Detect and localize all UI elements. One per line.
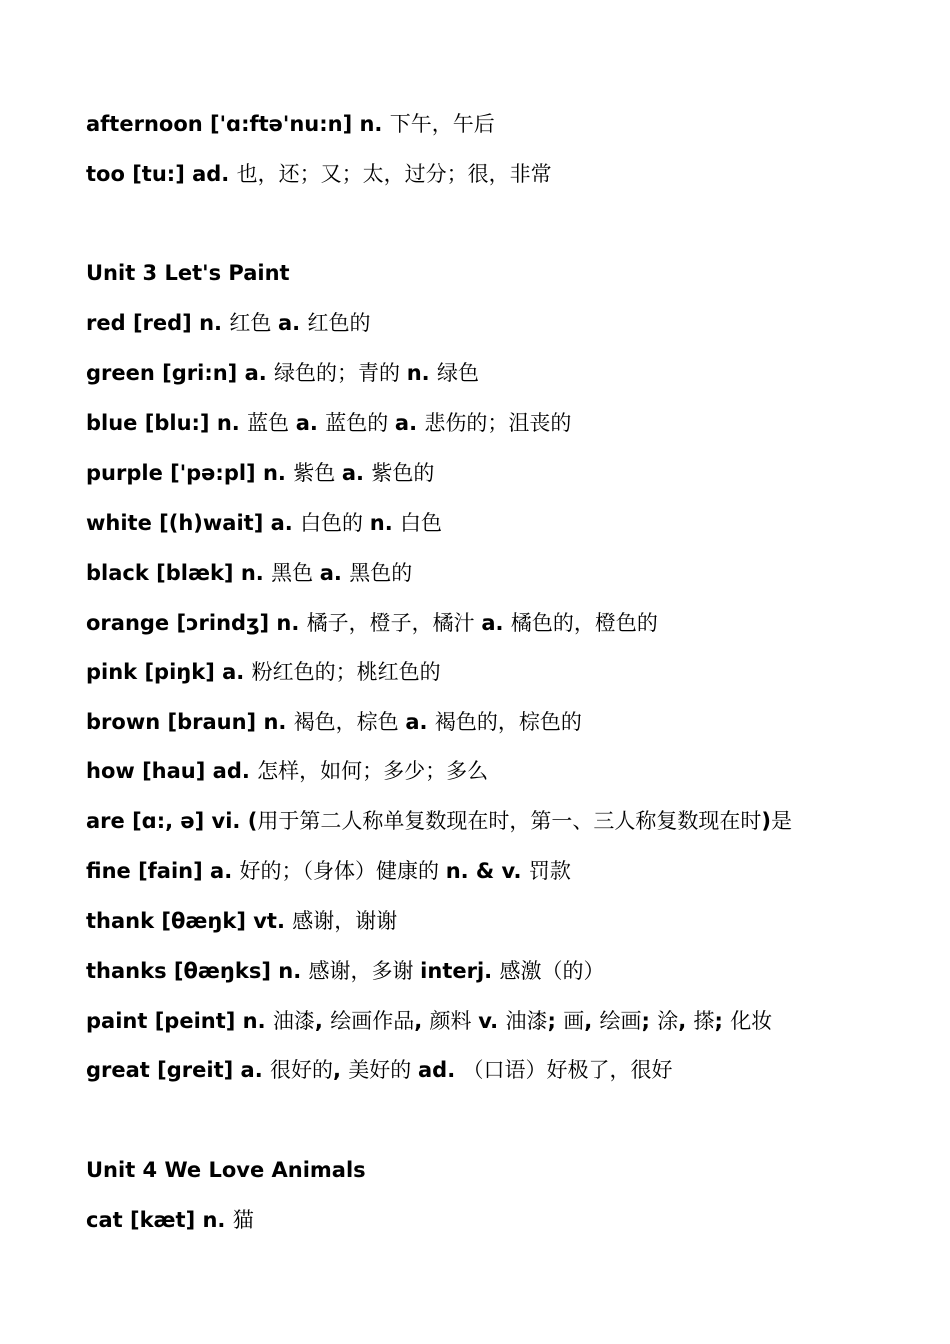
term-text: n.	[369, 511, 400, 535]
entry-purple	[86, 460, 434, 486]
definition-text: 橘子，橙子，橘汁	[306, 611, 482, 635]
term-text: orange [ɔrindʒ] n.	[86, 611, 307, 635]
entry-thank	[86, 908, 397, 934]
definition-text: 也，还；又；太，过分；很，非常	[236, 162, 552, 186]
definition-text: 绘画	[599, 1009, 642, 1033]
definition-text: 画	[563, 1009, 585, 1033]
definition-text: 紫色的	[371, 461, 435, 485]
term-text: Unit 3 Let's Paint	[86, 261, 290, 285]
definition-text: 下午，午后	[389, 112, 495, 136]
definition-text: 好的；（身体）健康的	[239, 859, 446, 883]
definition-text: 白色	[400, 511, 442, 535]
entry-pink	[86, 659, 441, 685]
entry-blue	[86, 410, 571, 436]
definition-text: 是	[770, 809, 792, 833]
unit-4-heading	[86, 1157, 366, 1183]
term-text: white [(h)wait] a.	[86, 511, 301, 535]
definition-text: 黑色的	[349, 561, 413, 585]
term-text: purple ['pə:pl] n.	[86, 461, 294, 485]
term-text: are [ɑ:, ə] vi. (	[86, 809, 258, 833]
definition-text: 绿色的；青的	[274, 361, 407, 385]
entry-fine	[86, 858, 571, 884]
definition-text: 橘色的，橙色的	[510, 611, 658, 635]
term-text: fine [fain] a.	[86, 859, 240, 883]
entry-great	[86, 1057, 672, 1083]
definition-text: （口语）好极了，很好	[462, 1058, 673, 1082]
term-text: ;	[641, 1009, 658, 1033]
term-text: ,	[584, 1009, 600, 1033]
definition-text: 粉红色的；桃红色的	[251, 660, 441, 684]
term-text: a.	[278, 311, 308, 335]
entry-orange	[86, 610, 658, 636]
definition-text: 猫	[232, 1208, 254, 1232]
term-text: ,	[678, 1009, 694, 1033]
definition-text: 绘画作品	[330, 1009, 415, 1033]
term-text: great [greit] a.	[86, 1058, 270, 1082]
term-text: ad.	[417, 1058, 463, 1082]
definition-text: 化妆	[730, 1009, 773, 1033]
entry-black	[86, 560, 412, 586]
term-text: black [blæk] n.	[86, 561, 272, 585]
term-text: too [tu:] ad.	[86, 162, 237, 186]
definition-text: 美好的	[348, 1058, 418, 1082]
definition-text: 紫色	[293, 461, 342, 485]
entry-too	[86, 161, 552, 187]
term-text: n. & v.	[445, 859, 529, 883]
definition-text: 油漆	[505, 1009, 548, 1033]
definition-text: 红色的	[307, 311, 371, 335]
definition-text: 蓝色	[247, 411, 296, 435]
definition-text: 颜料	[429, 1009, 479, 1033]
entry-brown	[86, 709, 582, 735]
term-text: thank [θæŋk] vt.	[86, 909, 293, 933]
entry-green	[86, 360, 479, 386]
term-text: ;	[714, 1009, 731, 1033]
term-text: n.	[406, 361, 437, 385]
definition-text: 油漆	[272, 1009, 315, 1033]
definition-text: 很好的	[270, 1058, 333, 1082]
term-text: a.	[295, 411, 326, 435]
definition-text: 感谢，多谢	[308, 959, 421, 983]
term-text: interj.	[420, 959, 500, 983]
term-text: a.	[394, 411, 425, 435]
definition-text: 悲伤的；沮丧的	[424, 411, 572, 435]
definition-text: 黑色	[271, 561, 320, 585]
term-text: blue [blu:] n.	[86, 411, 248, 435]
entry-are	[86, 808, 792, 834]
definition-text: 搽	[693, 1009, 715, 1033]
term-text: ;	[547, 1009, 564, 1033]
definition-text: 怎样，如何；多少；多么	[257, 759, 489, 783]
term-text: pink [piŋk] a.	[86, 660, 252, 684]
entry-afternoon	[86, 111, 495, 137]
term-text: ,	[314, 1009, 331, 1033]
entry-cat	[86, 1207, 254, 1233]
entry-paint	[86, 1008, 772, 1034]
entry-thanks	[86, 958, 604, 984]
term-text: thanks [θæŋks] n.	[86, 959, 309, 983]
term-text: red [red] n.	[86, 311, 230, 335]
definition-text: 红色	[229, 311, 279, 335]
term-text: ,	[414, 1009, 430, 1033]
term-text: a.	[405, 710, 435, 734]
term-text: afternoon ['ɑ:ftə'nu:n] n.	[86, 112, 390, 136]
term-text: )	[761, 809, 771, 833]
definition-text: 白色的	[300, 511, 370, 535]
definition-text: 褐色，棕色	[293, 710, 406, 734]
definition-text: 罚款	[528, 859, 571, 883]
term-text: ,	[333, 1058, 349, 1082]
entry-how	[86, 758, 488, 784]
definition-text: 用于第二人称单复数现在时，第一、三人称复数现在时	[257, 809, 762, 833]
term-text: paint [peint] n.	[86, 1009, 273, 1033]
entry-white	[86, 510, 442, 536]
term-text: green [gri:n] a.	[86, 361, 275, 385]
term-text: a.	[481, 611, 511, 635]
term-text: a.	[319, 561, 350, 585]
term-text: v.	[478, 1009, 506, 1033]
definition-text: 涂	[657, 1009, 679, 1033]
definition-text: 感激（的）	[499, 959, 605, 983]
unit-3-heading	[86, 260, 290, 286]
definition-text: 蓝色的	[325, 411, 395, 435]
term-text: a.	[341, 461, 372, 485]
definition-text: 感谢，谢谢	[292, 909, 398, 933]
entry-red	[86, 310, 370, 336]
definition-text: 褐色的，棕色的	[434, 710, 582, 734]
term-text: brown [braun] n.	[86, 710, 294, 734]
term-text: how [hau] ad.	[86, 759, 258, 783]
term-text: cat [kæt] n.	[86, 1208, 233, 1232]
term-text: Unit 4 We Love Animals	[86, 1158, 366, 1182]
definition-text: 绿色	[436, 361, 479, 385]
